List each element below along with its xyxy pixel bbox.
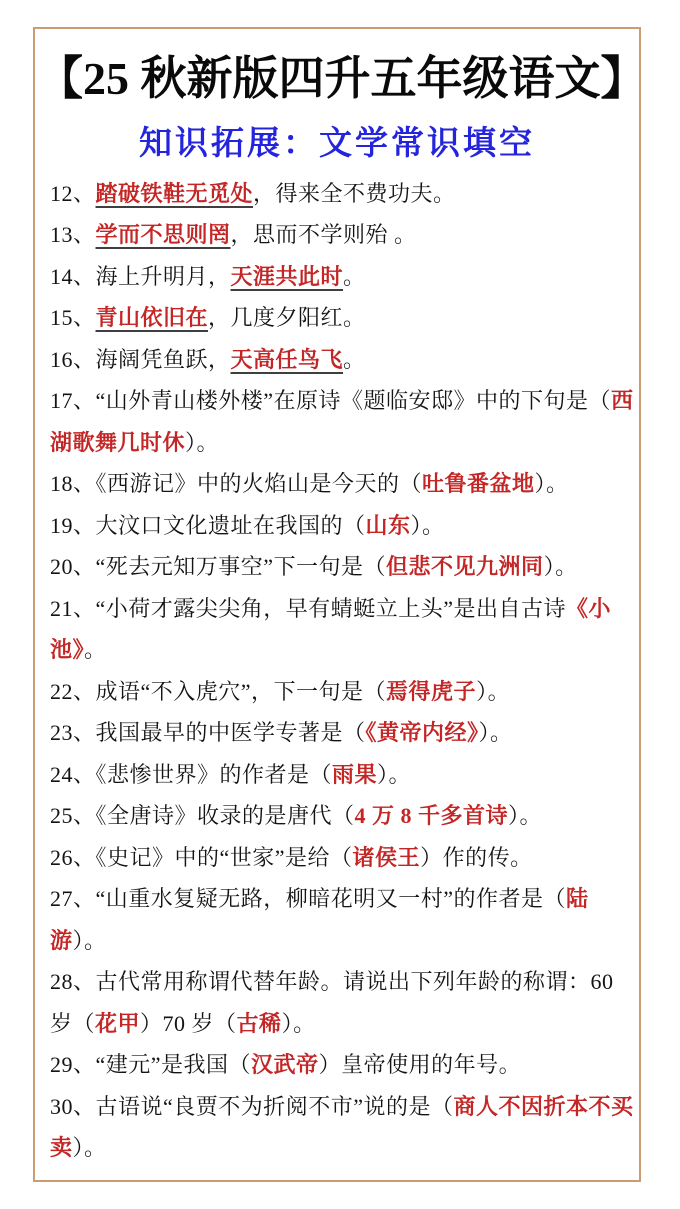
answer-text: 天涯共此时: [230, 263, 344, 289]
answer-text: 吐鲁番盆地: [422, 471, 535, 497]
question-text: [96, 554, 578, 579]
question-segment: “小荷才露尖尖角，早有蜻蜓立上头”是出自古诗: [95, 595, 567, 621]
question-text: [96, 181, 456, 206]
question-item: [50, 837, 638, 879]
answer-text: 西湖歌舞几时休: [50, 388, 634, 455]
question-item: [50, 339, 638, 381]
question-segment: 。: [343, 263, 366, 289]
question-segment: ）。: [72, 1135, 107, 1161]
question-text: [96, 264, 366, 289]
question-number: 29、: [50, 1052, 96, 1078]
question-item: [50, 712, 638, 754]
question-text: [96, 762, 412, 787]
question-segment: ）。: [72, 927, 107, 953]
page-title: 【25 秋新版四升五年级语文】: [37, 53, 647, 104]
question-item: [50, 588, 638, 671]
question-segment: ，思而不学则殆 。: [230, 222, 417, 248]
question-segment: ，几度夕阳红。: [208, 305, 366, 331]
question-item: [50, 671, 638, 713]
question-segment: ）。: [534, 471, 569, 497]
question-item: [50, 1044, 638, 1086]
answer-text: 商人不因折本不买卖: [50, 1093, 634, 1161]
question-number: 27、: [50, 886, 96, 912]
question-item: [50, 1086, 638, 1169]
answer-text: 诸侯王: [352, 844, 421, 870]
answer-text: 天高任鸟飞: [230, 346, 344, 372]
answer-text: 雨果: [332, 761, 378, 787]
question-segment: “建元”是我国（: [95, 1052, 252, 1078]
question-text: [96, 803, 543, 828]
question-text: [96, 513, 445, 538]
question-number: 18、: [50, 471, 96, 497]
question-number: 23、: [50, 720, 96, 746]
page-subtitle: 知识拓展：文学常识填空: [139, 125, 535, 162]
question-number: 24、: [50, 761, 96, 787]
question-item: [50, 463, 638, 505]
answer-text: 4 万 8 千多首诗: [354, 803, 509, 829]
question-segment: ）。: [508, 803, 543, 829]
question-text: [96, 347, 366, 372]
question-item: [50, 505, 638, 547]
question-segment: “山重水复疑无路，柳暗花明又一村”的作者是（: [95, 886, 567, 912]
question-number: 26、: [50, 844, 96, 870]
question-item: [50, 546, 638, 588]
question-number: 19、: [50, 512, 96, 538]
question-list: [50, 173, 638, 1169]
question-item: [50, 173, 638, 215]
content-frame: [33, 27, 647, 1182]
question-segment: ）70 岁（: [140, 1010, 237, 1036]
question-segment: 古语说“良贾不为折阅不市”说的是（: [95, 1093, 454, 1119]
answer-text: 花甲: [95, 1010, 141, 1036]
question-segment: 我国最早的中医学专著是（: [95, 720, 366, 746]
question-text: [96, 720, 513, 745]
question-segment: ，得来全不费功夫。: [253, 180, 456, 206]
answer-text: 青山依旧在: [95, 305, 209, 331]
question-text: [96, 222, 417, 247]
question-number: 21、: [50, 595, 96, 621]
question-segment: ）。: [281, 1010, 316, 1036]
question-item: [50, 256, 638, 298]
question-segment: “死去元知万事空”下一句是（: [95, 554, 387, 580]
answer-text: 学而不思则罔: [95, 222, 231, 248]
answer-text: 焉得虎子: [386, 678, 477, 704]
question-text: [96, 1052, 522, 1077]
question-segment: 《全唐诗》收录的是唐代（: [95, 803, 355, 829]
question-item: [50, 380, 638, 463]
question-text: [50, 388, 634, 455]
question-number: 20、: [50, 554, 96, 580]
question-number: 17、: [50, 388, 96, 414]
question-text: [50, 886, 589, 953]
question-segment: ）。: [377, 761, 412, 787]
question-number: 16、: [50, 346, 96, 372]
question-segment: ）。: [543, 554, 578, 580]
question-segment: 。: [343, 346, 366, 372]
question-text: [96, 305, 366, 330]
question-text: [96, 845, 533, 870]
question-segment: 。: [84, 637, 107, 663]
question-number: 15、: [50, 305, 96, 331]
question-text: [96, 471, 569, 496]
question-segment: ）。: [410, 512, 445, 538]
question-segment: 《史记》中的“世家”是给（: [95, 844, 353, 870]
question-segment: “山外青山楼外楼”在原诗《题临安邸》中的下句是（: [95, 388, 612, 414]
question-segment: ）。: [476, 678, 511, 704]
question-text: [50, 596, 611, 663]
question-text: [50, 969, 614, 1036]
question-item: [50, 297, 638, 339]
question-number: 12、: [50, 180, 96, 206]
question-item: [50, 961, 638, 1044]
answer-text: 踏破铁鞋无觅处: [95, 180, 254, 206]
answer-text: 陆游: [50, 886, 589, 953]
question-number: 25、: [50, 803, 96, 829]
question-item: [50, 214, 638, 256]
question-number: 28、: [50, 969, 96, 995]
question-number: 13、: [50, 222, 96, 248]
question-item: [50, 754, 638, 796]
answer-text: 汉武帝: [251, 1052, 319, 1078]
question-segment: 海阔凭鱼跃，: [95, 346, 231, 372]
question-segment: ）。: [185, 429, 220, 455]
question-segment: 成语“不入虎穴”，下一句是（: [95, 678, 387, 704]
question-number: 22、: [50, 678, 96, 704]
answer-text: 《黄帝内经》: [365, 720, 479, 746]
question-segment: ）。: [478, 720, 513, 746]
question-segment: 《西游记》中的火焰山是今天的（: [95, 471, 423, 497]
question-segment: 古代常用称谓代替年龄。请说出下列年龄的称谓：60 岁（: [50, 969, 614, 1036]
answer-text: 但悲不见九洲同: [386, 554, 544, 580]
question-text: [96, 679, 511, 704]
question-segment: ）作的传。: [420, 844, 533, 870]
question-segment: 大汶口文化遗址在我国的（: [95, 512, 366, 538]
answer-text: 《小池》: [50, 595, 612, 663]
answer-text: 山东: [365, 512, 411, 538]
question-item: [50, 878, 638, 961]
question-item: [50, 795, 638, 837]
question-number: 30、: [50, 1093, 96, 1119]
question-segment: 海上升明月，: [95, 263, 231, 289]
question-segment: ）皇帝使用的年号。: [318, 1052, 522, 1078]
answer-text: 古稀: [236, 1010, 282, 1036]
question-text: [50, 1094, 634, 1161]
question-segment: 《悲惨世界》的作者是（: [95, 761, 333, 787]
question-number: 14、: [50, 263, 96, 289]
